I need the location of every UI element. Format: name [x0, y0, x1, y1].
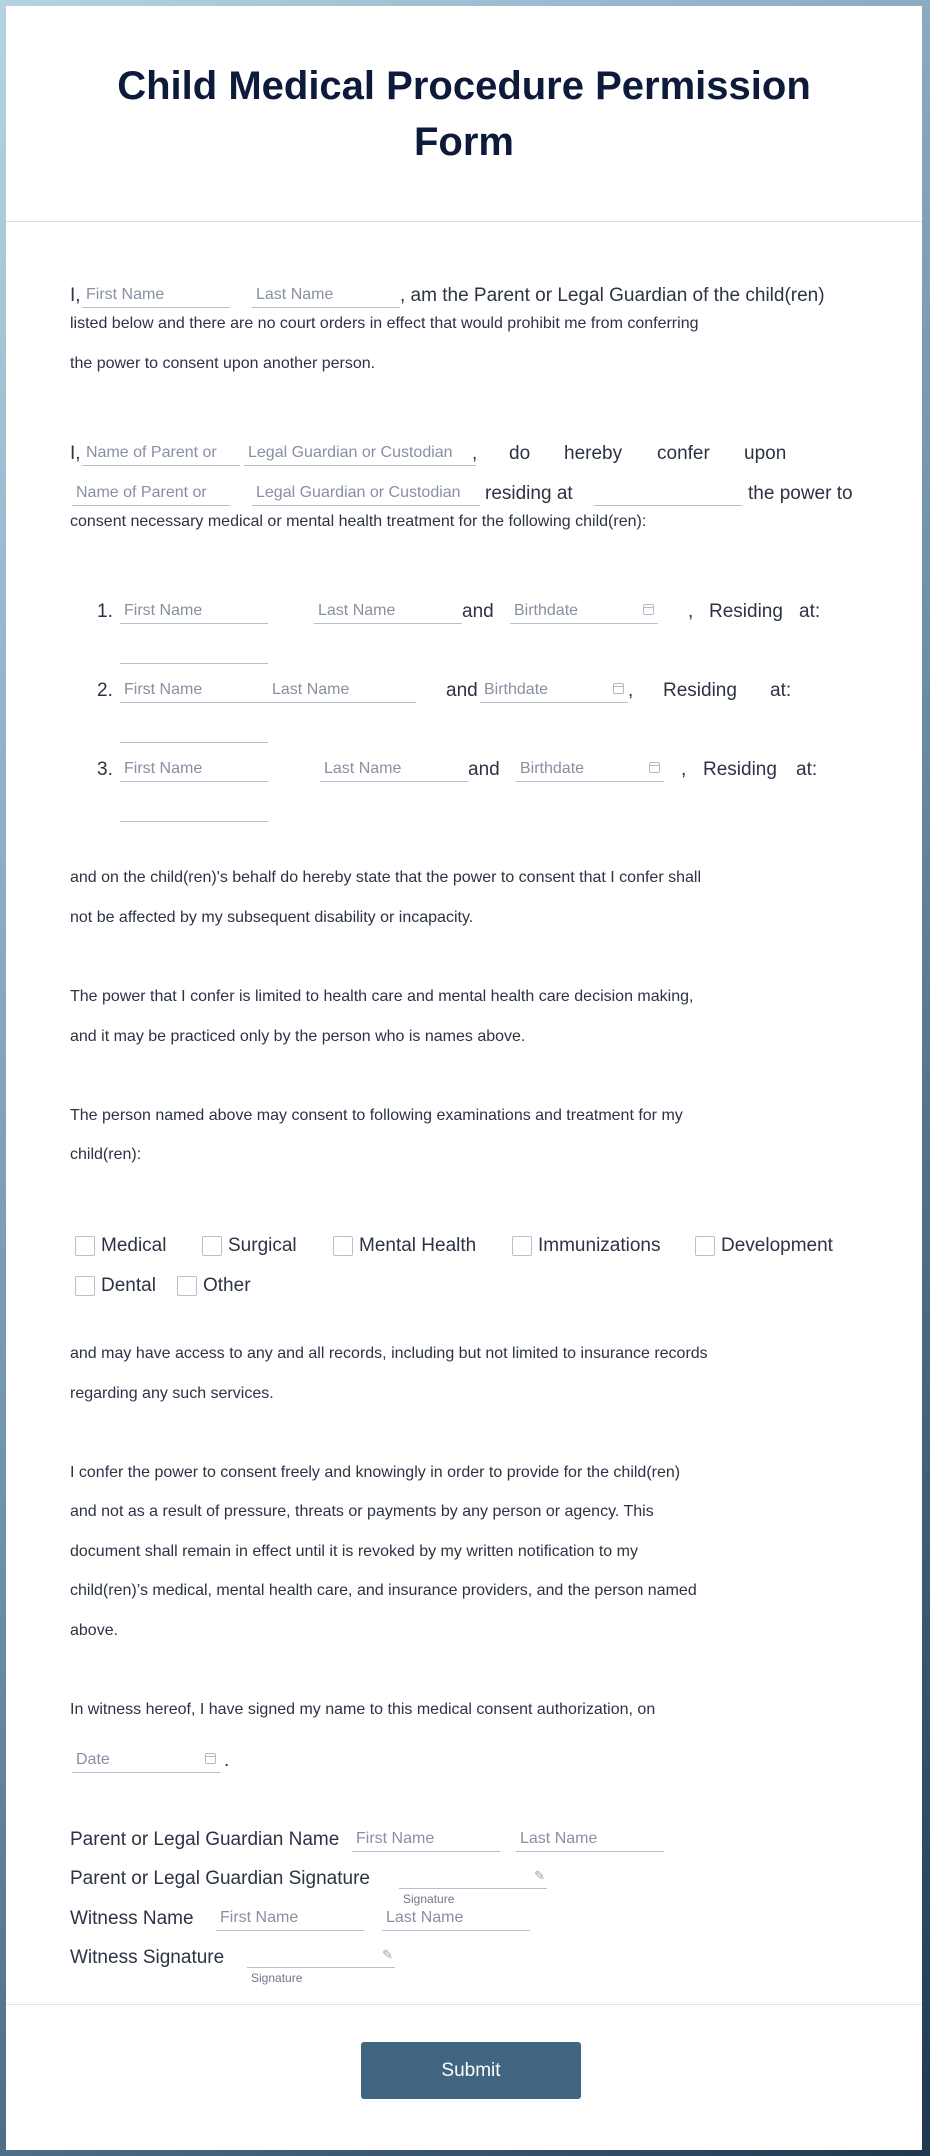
pen-icon: ✎ — [382, 1947, 393, 1962]
child-3-num: 3. — [97, 759, 113, 780]
p2-residing-at: residing at — [485, 483, 573, 504]
checkbox-box[interactable] — [512, 1236, 532, 1256]
checkbox-box[interactable] — [202, 1236, 222, 1256]
p8-line1: In witness hereof, I have signed my name to this medical consent authorization, on — [70, 1701, 656, 1718]
child-2-comma: , — [628, 680, 634, 701]
checkbox-box[interactable] — [75, 1276, 95, 1296]
checkbox-box[interactable] — [695, 1236, 715, 1256]
parent-name-input-1[interactable]: Name of Parent or — [82, 440, 240, 466]
p5-line2: child(ren): — [70, 1146, 142, 1163]
p2-w3: confer — [657, 443, 710, 464]
p2-line3: consent necessary medical or mental health treatment for the following child(ren): — [70, 513, 647, 530]
calendar-icon[interactable] — [613, 683, 624, 694]
p7-line5: above. — [70, 1622, 119, 1639]
checkbox-label: Surgical — [228, 1235, 297, 1256]
child-2-and: and — [446, 680, 478, 701]
pen-icon: ✎ — [534, 1868, 545, 1883]
checkbox-mental-health[interactable] — [333, 1226, 476, 1266]
child-1-address-input[interactable] — [120, 638, 268, 664]
checkbox-box[interactable] — [177, 1276, 197, 1296]
p1-line3: the power to consent upon another person. — [70, 355, 376, 372]
date-input[interactable] — [72, 1747, 220, 1773]
witness-last-input[interactable]: Last Name — [382, 1905, 530, 1931]
guardian-name-label: Parent or Legal Guardian Name — [70, 1829, 340, 1850]
child-3-residing: Residing — [703, 759, 777, 780]
checkbox-label: Other — [203, 1275, 251, 1296]
checkbox-development[interactable] — [695, 1226, 833, 1266]
witness-signature-pad[interactable] — [247, 1943, 395, 1985]
child-2-residing: Residing — [663, 680, 737, 701]
child-2-first-input[interactable]: First Name — [120, 677, 268, 703]
calendar-icon[interactable] — [205, 1753, 216, 1764]
p7-line3: document shall remain in effect until it is revoked by my written notification to my — [70, 1543, 638, 1560]
checkbox-box[interactable] — [75, 1236, 95, 1256]
parent-name-input-4[interactable]: Legal Guardian or Custodian — [252, 480, 480, 506]
p3-line2: not be affected by my subsequent disability or incapacity. — [70, 909, 474, 926]
calendar-icon[interactable] — [649, 762, 660, 773]
child-1-comma: , — [688, 601, 694, 622]
checkbox-box[interactable] — [333, 1236, 353, 1256]
guardian-signature-label: Parent or Legal Guardian Signature — [70, 1868, 370, 1889]
guardian-signature-pad[interactable] — [399, 1864, 547, 1906]
checkbox-label: Mental Health — [359, 1235, 477, 1256]
p2-w2: hereby — [564, 443, 623, 464]
p2-w1: do — [509, 443, 531, 464]
p3-line1: and on the child(ren)'s behalf do hereby state that the power to consent that I confer shall — [70, 869, 701, 886]
child-2-birthdate-placeholder: Birthdate — [484, 681, 549, 698]
witness-signature-label: Witness Signature — [70, 1947, 225, 1968]
child-3-comma: , — [681, 759, 687, 780]
child-3-at: at: — [796, 759, 818, 780]
child-3-address-input[interactable] — [120, 796, 268, 822]
date-placeholder: Date — [76, 1751, 110, 1768]
first-name-input[interactable]: First Name — [82, 282, 230, 308]
child-2-last-input[interactable]: Last Name — [268, 677, 416, 703]
child-1-last-input[interactable]: Last Name — [314, 598, 462, 624]
child-1-birthdate-input[interactable] — [510, 598, 658, 624]
p1-lead: I, — [70, 285, 81, 306]
p2-w4: upon — [744, 443, 787, 464]
witness-name-label: Witness Name — [70, 1908, 194, 1929]
checkbox-label: Immunizations — [538, 1235, 661, 1256]
p5-line1: The person named above may consent to following examinations and treatment for my — [70, 1107, 683, 1124]
checkbox-medical[interactable] — [75, 1226, 166, 1266]
witness-first-input[interactable]: First Name — [216, 1905, 364, 1931]
p1-line1 — [70, 276, 81, 316]
p2-lead: I, — [70, 443, 81, 464]
child-2-birthdate-input[interactable] — [480, 677, 628, 703]
checkbox-other[interactable] — [177, 1266, 251, 1306]
guardian-first-input[interactable]: First Name — [352, 1826, 500, 1852]
form-card — [6, 6, 922, 2150]
p7-line4: child(ren)’s medical, mental health care, and insurance providers, and the person named — [70, 1582, 697, 1599]
child-1-at: at: — [799, 601, 821, 622]
signature-caption: Signature — [251, 1971, 303, 1985]
child-3-last-input[interactable]: Last Name — [320, 756, 468, 782]
child-3-birthdate-placeholder: Birthdate — [520, 760, 585, 777]
child-1-first-input[interactable]: First Name — [120, 598, 268, 624]
parent-name-input-3[interactable]: Name of Parent or — [72, 480, 230, 506]
checkbox-surgical[interactable] — [202, 1226, 297, 1266]
p6-line1: and may have access to any and all records, including but not limited to insurance records — [70, 1345, 708, 1362]
parent-name-input-2[interactable]: Legal Guardian or Custodian — [244, 440, 476, 466]
residing-address-input[interactable] — [594, 480, 742, 506]
child-3-birthdate-input[interactable] — [516, 756, 664, 782]
checkbox-dental[interactable] — [75, 1266, 156, 1306]
p1-line1-rest: , am the Parent or Legal Guardian of the child(ren) — [400, 285, 825, 306]
submit-button[interactable]: Submit — [361, 2042, 581, 2099]
p7-line1: I confer the power to consent freely and knowingly in order to provide for the child(ren) — [70, 1464, 681, 1481]
checkbox-label: Development — [721, 1235, 833, 1256]
calendar-icon[interactable] — [643, 604, 654, 615]
checkbox-immunizations[interactable] — [512, 1226, 661, 1266]
child-1-num: 1. — [97, 601, 113, 622]
last-name-input[interactable]: Last Name — [252, 282, 400, 308]
form-header — [6, 6, 922, 222]
p2-comma: , — [472, 443, 478, 464]
p2-power-to: the power to — [748, 483, 853, 504]
p4-line2: and it may be practiced only by the person who is names above. — [70, 1028, 526, 1045]
signature-caption: Signature — [403, 1892, 455, 1906]
checkbox-label: Medical — [101, 1235, 167, 1256]
child-2-num: 2. — [97, 680, 113, 701]
child-1-birthdate-placeholder: Birthdate — [514, 602, 579, 619]
child-1-and: and — [462, 601, 494, 622]
p8-period: . — [224, 1750, 230, 1771]
p4-line1: The power that I confer is limited to health care and mental health care decision making, — [70, 988, 694, 1005]
child-2-address-input[interactable] — [120, 717, 268, 743]
guardian-last-input[interactable]: Last Name — [516, 1826, 664, 1852]
child-3-first-input[interactable]: First Name — [120, 756, 268, 782]
child-1-residing: Residing — [709, 601, 783, 622]
checkbox-label: Dental — [101, 1275, 156, 1296]
form-title: Child Medical Procedure Permission Form — [117, 63, 811, 164]
child-2-at: at: — [770, 680, 792, 701]
child-3-and: and — [468, 759, 500, 780]
p1-line2: listed below and there are no court orders in effect that would prohibit me from conferring — [70, 315, 699, 332]
p7-line2: and not as a result of pressure, threats or payments by any person or agency. This — [70, 1503, 654, 1520]
footer-divider — [6, 2004, 922, 2005]
p6-line2: regarding any such services. — [70, 1385, 274, 1402]
